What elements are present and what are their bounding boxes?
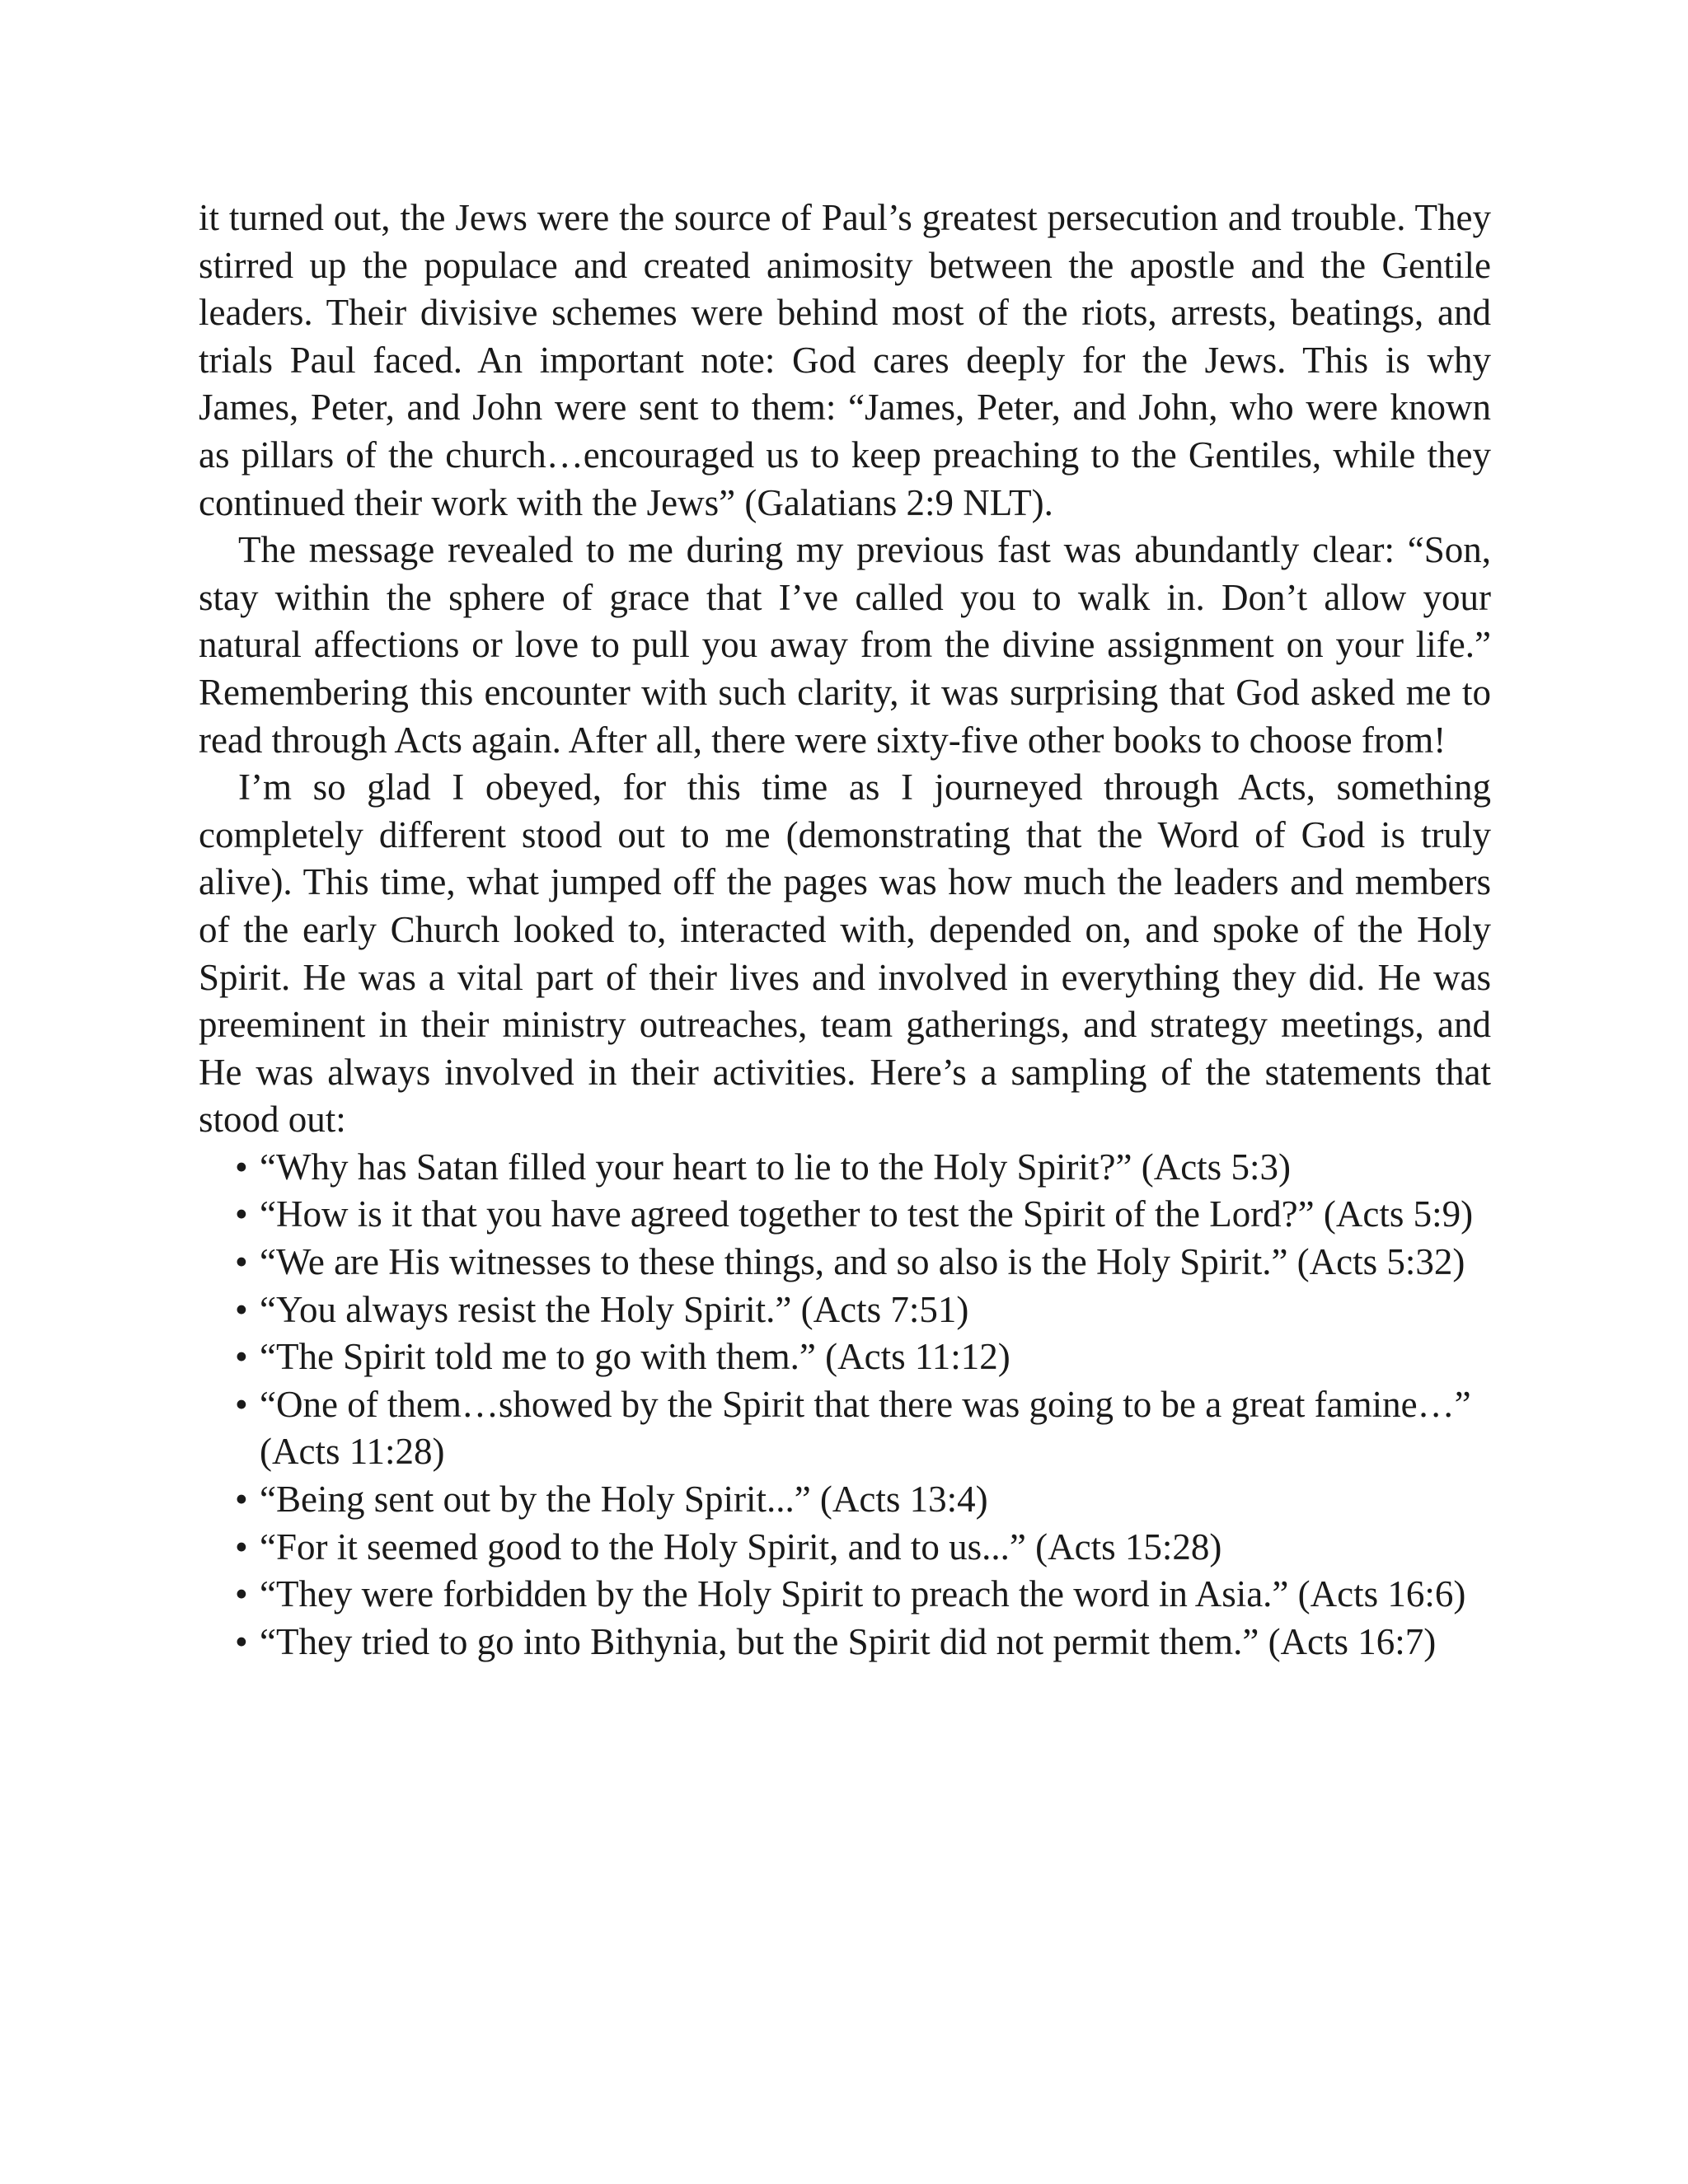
list-item [235,1239,1491,1286]
bullet-icon: • [235,1383,248,1425]
list-item-text: “You always resist the Holy Spirit.” (Acts 7:51) [260,1288,969,1330]
list-item [235,1144,1491,1192]
bullet-icon: • [235,1336,248,1378]
paragraph-fast-message: The message revealed to me during my previous fast was abundantly clear: “Son, stay within the sphere of grace that I’ve called you to walk in. Don’t allow your natural affections or love to pull you away from the divine assignment on your life.” Remembering this encounter with such clarity, it was surprising that God asked me to read through Acts again. After all, there were sixty-five other books to choose from! [199,529,1491,761]
book-page [199,194,1491,1666]
paragraph-acts-journey: I’m so glad I obeyed, for this time as I journeyed through Acts, something completely different stood out to me (demonstrating that the Word of God is truly alive). This time, what jumped off the pages was how much the leaders and members of the early Church looked to, interacted with, depended on, and spoke of the Holy Spirit. He was a vital part of their lives and involved in everything they did. He was preeminent in their ministry outreaches, team gatherings, and strategy meetings, and He was always involved in their activities. Here’s a sampling of the statements that stood out: [199,766,1491,1141]
bullet-icon: • [235,1573,248,1615]
bullet-icon: • [235,1620,248,1662]
list-item-text: “We are His witnesses to these things, and so also is the Holy Spirit.” (Acts 5:32) [260,1241,1465,1283]
list-item [235,1333,1491,1381]
list-item [235,1571,1491,1619]
bullet-icon: • [235,1526,248,1568]
list-item [235,1381,1491,1476]
list-item-text: “Being sent out by the Holy Spirit...” (Acts 13:4) [260,1479,988,1521]
paragraph-continued: it turned out, the Jews were the source of Paul’s greatest persecution and trouble. They stirred up the populace and created animosity between the apostle and the Gentile leaders. Their divisive schemes were behind most of the riots, arrests, beatings, and trials Paul faced. An important note: God cares deeply for the Jews. This is why James, Peter, and John were sent to them: “James, Peter, and John, who were known as pillars of the church…encouraged us to keep preaching to the Gentiles, while they continued their work with the Jews” (Galatians 2:9 NLT). [199,197,1491,523]
list-item [235,1286,1491,1334]
bullet-icon: • [235,1146,248,1188]
list-item-text: “They tried to go into Bithynia, but the Spirit did not permit them.” (Acts 16:7) [260,1620,1437,1662]
list-item-text: “One of them…showed by the Spirit that there was going to be a great famine…” (Acts 11:28) [260,1383,1471,1473]
list-item-text: “How is it that you have agreed together to test the Spirit of the Lord?” (Acts 5:9) [260,1193,1474,1235]
list-item [235,1191,1491,1239]
list-item-text: “Why has Satan filled your heart to lie to the Holy Spirit?” (Acts 5:3) [260,1146,1291,1188]
bullet-icon: • [235,1241,248,1283]
list-item-text: “The Spirit told me to go with them.” (Acts 11:12) [260,1336,1010,1378]
bullet-icon: • [235,1479,248,1521]
list-item-text: “For it seemed good to the Holy Spirit, and to us...” (Acts 15:28) [260,1526,1222,1568]
list-item [235,1476,1491,1524]
list-item [235,1524,1491,1572]
list-item [235,1619,1491,1666]
list-item-text: “They were forbidden by the Holy Spirit to preach the word in Asia.” (Acts 16:6) [260,1573,1466,1615]
bullet-icon: • [235,1193,248,1235]
bullet-icon: • [235,1288,248,1330]
scripture-quote-list [199,1144,1491,1666]
